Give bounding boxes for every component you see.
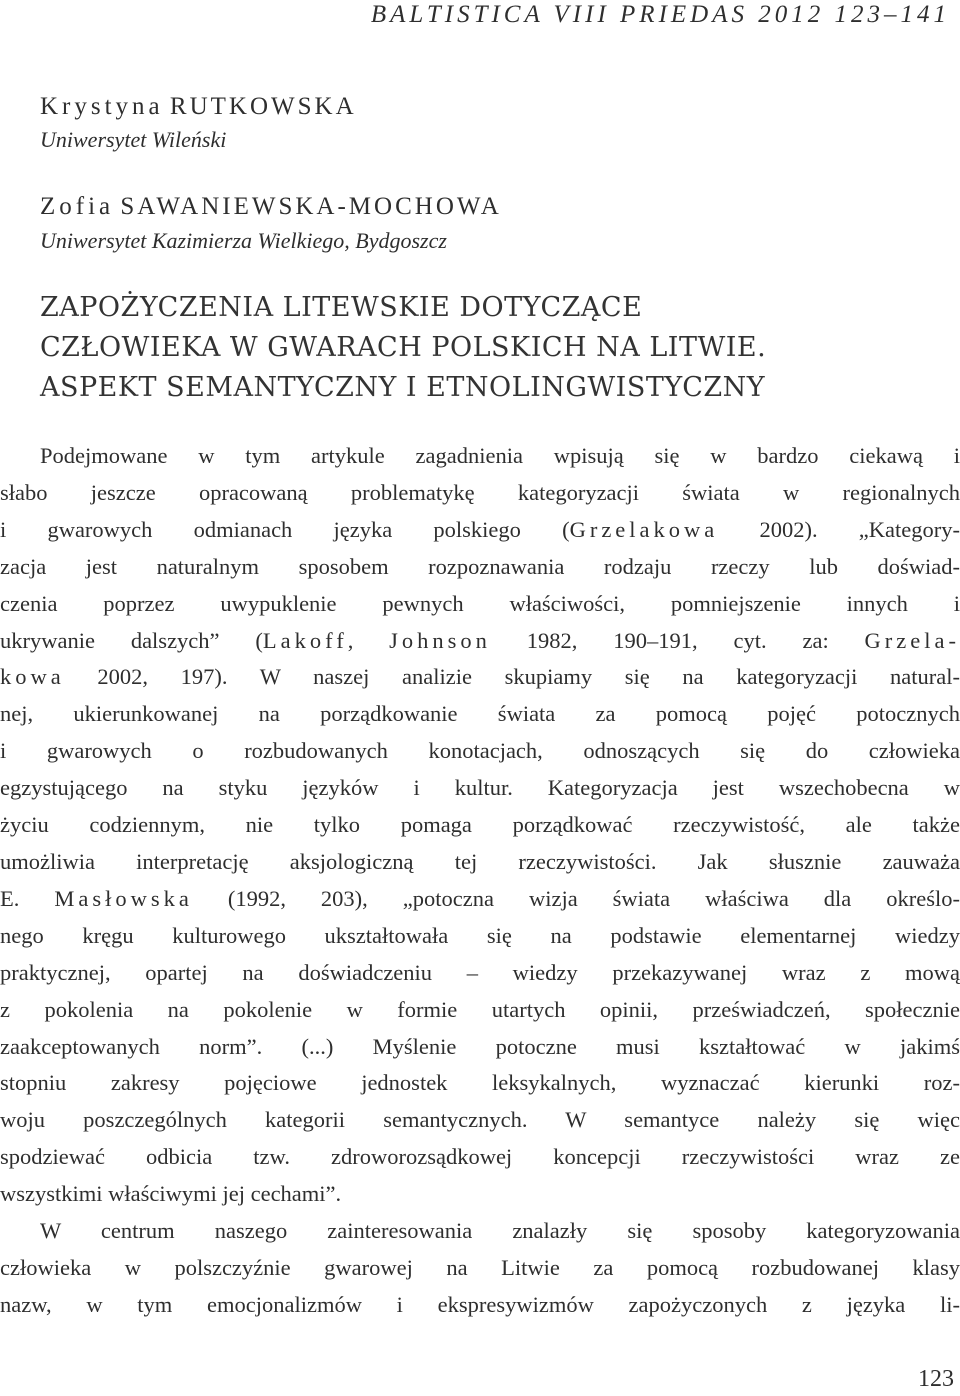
- journal-header: BALTISTICA VIII PRIEDAS 2012 123–141: [370, 1, 950, 28]
- body-line: stopniu zakresy pojęciowe jednostek leksykalnych, wyznaczać kierunki roz-: [0, 1070, 960, 1096]
- body-line: woju poszczególnych kategorii semantycznych. W semantyce należy się więc: [0, 1107, 960, 1133]
- body-line: E. Masłowska (1992, 203), „potoczna wizja świata właściwa dla określo-: [0, 885, 960, 911]
- body-text: [0, 438, 960, 1324]
- body-line: słabo jeszcze opracowaną problematykę kategoryzacji świata w regionalnych: [0, 479, 960, 505]
- body-line: praktycznej, opartej na doświadczeniu – wiedzy przekazywanej wraz z mową: [0, 959, 960, 985]
- body-line: W centrum naszego zainteresowania znalazły się sposoby kategoryzowania: [40, 1218, 960, 1244]
- body-line: Podejmowane w tym artykule zagadnienia wpisują się w bardzo ciekawą i: [40, 443, 960, 468]
- body-line: i gwarowych odmianach języka polskiego (Grzelakowa 2002). „Kategory-: [0, 516, 960, 542]
- body-line: kowa 2002, 197). W naszej analizie skupiamy się na kategoryzacji natural-: [0, 664, 960, 690]
- body-line: egzystującego na styku języków i kultur. Kategoryzacja jest wszechobecna w: [0, 775, 960, 801]
- author-1-surname: RUTKOWSKA: [169, 93, 357, 120]
- cited-author: Grzelakowa: [569, 516, 719, 542]
- body-line: umożliwia interpretację aksjologiczną tej rzeczywistości. Jak słusznie zauważa: [0, 848, 960, 874]
- body-line: czenia poprzez uwypuklenie pewnych właściwości, pomniejszenie innych i: [0, 590, 960, 616]
- cited-author: kowa: [0, 664, 65, 690]
- page-number: 123: [918, 1366, 954, 1392]
- body-line: spodziewać odbicia tzw. zdroworozsądkowej koncepcji rzeczywistości wraz ze: [0, 1144, 960, 1170]
- body-line: i gwarowych o rozbudowanych konotacjach, odnoszących się do człowieka: [0, 738, 960, 764]
- body-line: nej, ukierunkowanej na porządkowanie świata za pomocą pojęć potocznych: [0, 701, 960, 727]
- body-line: zaakceptowanych norm”. (...) Myślenie potoczne musi kształtować w jakimś: [0, 1033, 960, 1059]
- body-line: zacja jest naturalnym sposobem rozpoznawania rodzaju rzeczy lub doświad-: [0, 553, 960, 579]
- body-line: z pokolenia na pokolenie w formie utartych opinii, przeświadczeń, społecznie: [0, 996, 960, 1022]
- cited-author: Masłowska: [54, 885, 193, 911]
- body-line: ukrywanie dalszych” (Lakoff, Johnson 1982, 190–191, cyt. za: Grzela-: [0, 627, 960, 653]
- body-line: wszystkimi właściwymi jej cechami”.: [0, 1181, 342, 1207]
- body-line: życiu codziennym, nie tylko pomaga porządkować rzeczywistość, ale także: [0, 812, 960, 838]
- cited-author: Johnson: [389, 627, 491, 653]
- title-line: ZAPOŻYCZENIA LITEWSKIE DOTYCZĄCE: [40, 292, 643, 323]
- body-line: nego kręgu kulturowego ukształtowała się na podstawie elementarnej wiedzy: [0, 922, 960, 948]
- cited-author: Lakoff: [262, 627, 348, 653]
- author-2-given-name: Zofia: [40, 193, 115, 220]
- article-title: [40, 288, 940, 408]
- author-2-affiliation: Uniwersytet Kazimierza Wielkiego, Bydgoszcz: [40, 228, 447, 253]
- title-line: CZŁOWIEKA W GWARACH POLSKICH NA LITWIE.: [40, 332, 767, 363]
- author-1-given-name: Krystyna: [40, 93, 164, 120]
- body-line: człowieka w polszczyźnie gwarowej na Litwie za pomocą rozbudowanej klasy: [0, 1254, 960, 1280]
- author-1-name: [40, 92, 357, 122]
- body-line: nazw, w tym emocjonalizmów i ekspresywizmów zapożyczonych z języka li-: [0, 1291, 960, 1317]
- title-line: ASPEKT SEMANTYCZNY I ETNOLINGWISTYCZNY: [40, 372, 766, 403]
- author-1-affiliation: Uniwersytet Wileński: [40, 127, 227, 152]
- author-2-surname: SAWANIEWSKA-MOCHOWA: [120, 193, 502, 220]
- author-2-name: [40, 192, 502, 222]
- cited-author: Grzela-: [864, 627, 960, 653]
